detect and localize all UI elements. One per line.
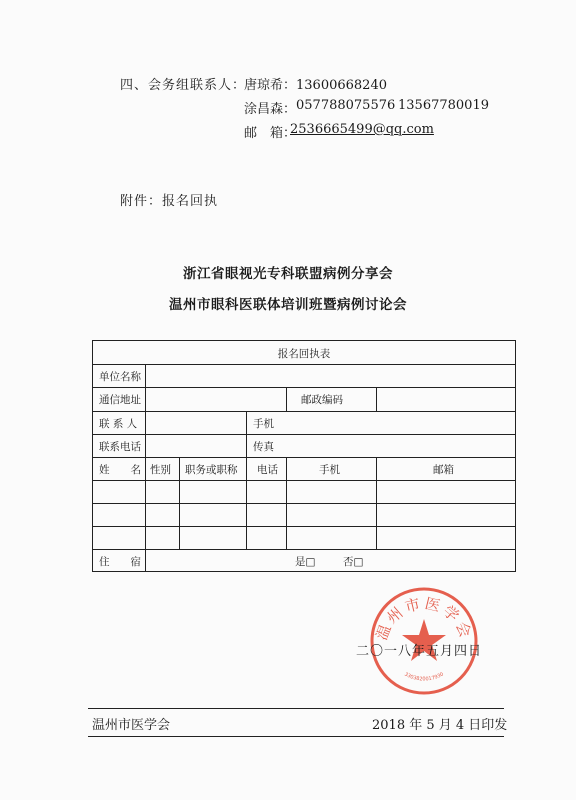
contact-person-2-name: 涂昌森： <box>244 102 297 117</box>
contacts-label: 四、会务组联系人： <box>120 78 247 93</box>
row-divider <box>93 549 515 550</box>
col-divider <box>179 457 180 549</box>
form-header: 报名回执表 <box>277 348 331 360</box>
col-divider <box>145 364 146 571</box>
lodging-yes-checkbox[interactable]: 是□ <box>295 556 316 568</box>
footer-org: 温州市医学会 <box>92 718 171 733</box>
email-link[interactable]: 2536665499@qq.com <box>290 122 434 137</box>
row-divider <box>93 387 515 388</box>
row-divider <box>93 503 515 504</box>
attachment-note: 附件：报名回执 <box>120 194 219 209</box>
lodging-no-checkbox[interactable]: 否□ <box>343 556 364 568</box>
col-header-mobile: 手机 <box>319 464 340 476</box>
lodging-label: 住 宿 <box>99 556 141 568</box>
email-label: 邮 箱： <box>244 126 297 141</box>
col-divider <box>286 387 287 411</box>
unit-label: 单位名称 <box>99 371 141 383</box>
row-divider <box>93 364 515 365</box>
footer-date: 2018 年 5 月 4 日印发 <box>372 718 508 733</box>
col-header-email: 邮箱 <box>433 464 454 476</box>
col-divider <box>286 457 287 549</box>
col-divider <box>246 457 247 549</box>
row-divider <box>93 526 515 527</box>
title-line-2: 温州市眼科医联体培训班暨病例讨论会 <box>169 297 407 313</box>
col-header-name: 姓 名 <box>99 464 141 476</box>
footer-bottom-rule <box>88 736 504 737</box>
contact-person-2-phone-2: 13567780019 <box>398 98 489 113</box>
seal-serial: 3303820017930 <box>403 671 445 683</box>
seal-text: 温州市医学会 <box>372 594 476 643</box>
col-header-title: 职务或职称 <box>185 464 238 476</box>
footer-top-rule <box>88 708 504 709</box>
row-divider <box>93 480 515 481</box>
phone-label: 联系电话 <box>99 441 141 453</box>
contact-person-label: 联 系 人 <box>99 418 138 430</box>
issue-date-cn: 二〇一八年五月四日 <box>356 644 483 659</box>
col-divider <box>376 387 377 411</box>
fax-label: 传真 <box>253 441 274 453</box>
row-divider <box>93 434 515 435</box>
col-divider <box>246 411 247 457</box>
col-header-gender: 性别 <box>150 464 171 476</box>
contact-person-2-phone-1: 057788075576 <box>296 98 396 113</box>
contact-person-1: 唐琼希：13600668240 <box>244 78 387 93</box>
postcode-label: 邮政编码 <box>301 394 343 406</box>
registration-form-table <box>92 340 516 572</box>
title-line-1: 浙江省眼视光专科联盟病例分享会 <box>183 266 393 282</box>
col-divider <box>376 457 377 549</box>
row-divider <box>93 457 515 458</box>
mobile-label: 手机 <box>253 418 274 430</box>
col-header-tel: 电话 <box>257 464 278 476</box>
row-divider <box>93 411 515 412</box>
address-label: 通信地址 <box>99 394 141 406</box>
